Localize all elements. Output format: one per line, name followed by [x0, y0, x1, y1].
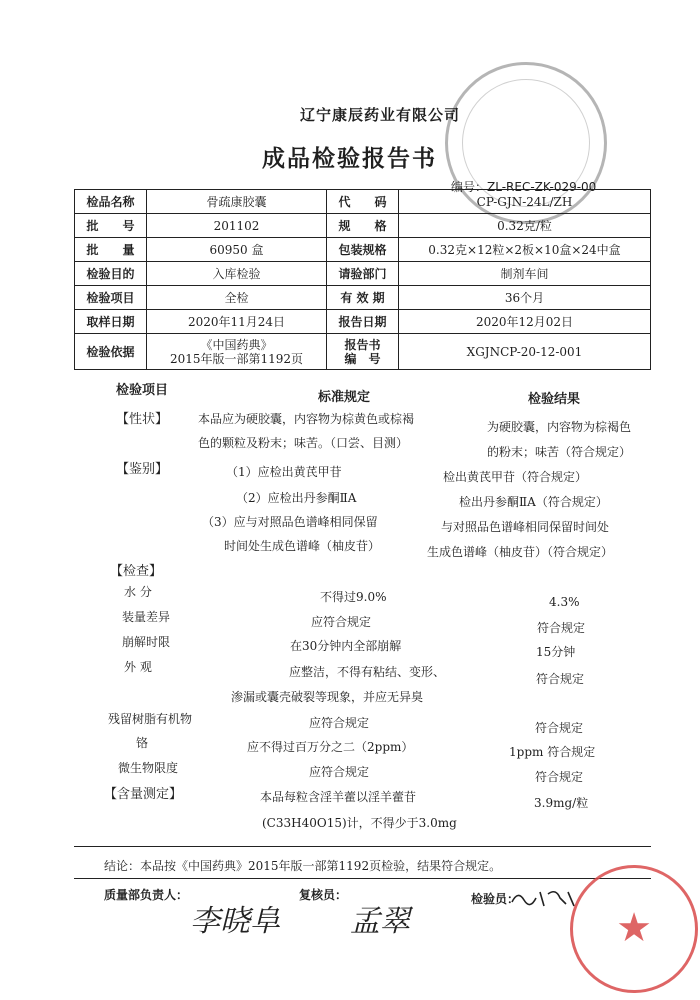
check-std-appearance-2: 渗漏或囊壳破裂等现象，并应无异臭: [231, 690, 424, 704]
check-res-chromium: 1ppm 符合规定: [509, 745, 596, 759]
info-cell-v2: 0.32克/粒: [399, 214, 651, 238]
info-cell-k2: 有 效 期: [327, 286, 399, 310]
info-row-basis: [75, 334, 651, 370]
identify-res-2: 检出丹参酮ⅡA（符合规定）: [459, 495, 608, 509]
info-row: [75, 286, 651, 310]
traits-res-2: 的粉末；味苦（符合规定）: [487, 445, 632, 459]
check-std-resin: 应符合规定: [309, 716, 370, 730]
check-std-water: 不得过9.0%: [320, 590, 387, 604]
company-name: 辽宁康辰药业有限公司: [300, 106, 461, 124]
basis-value: [147, 334, 327, 370]
col-result-header: 检验结果: [528, 392, 581, 407]
info-row: [75, 262, 651, 286]
qa-manager-signature: 李晓阜: [190, 904, 280, 939]
info-cell-k1: 检验目的: [75, 262, 147, 286]
info-cell-v2: 36个月: [399, 286, 651, 310]
check-res-appearance: 符合规定: [536, 672, 585, 686]
info-row: [75, 238, 651, 262]
info-cell-v1: 入库检验: [147, 262, 327, 286]
info-cell-k2: 代 码: [327, 190, 399, 214]
basis-value-line2: 2015年版一部第1192页: [169, 351, 304, 366]
page-title: 成品检验报告书: [262, 146, 437, 172]
info-cell-k2: 规 格: [327, 214, 399, 238]
info-cell-v2: 2020年12月02日: [399, 310, 651, 334]
info-cell-k1: 检验项目: [75, 286, 147, 310]
info-cell-v2: CP-GJN-24L/ZH: [399, 190, 651, 214]
check-res-resin: 符合规定: [535, 721, 584, 735]
info-cell-v1: 60950 盒: [147, 238, 327, 262]
report-no-value: XGJNCP-20-12-001: [399, 334, 651, 370]
identify-std-1: （1）应检出黄芪甲苷: [226, 465, 342, 479]
info-cell-k1: 批 号: [75, 214, 147, 238]
info-row: [75, 214, 651, 238]
check-name-appearance: 外 观: [124, 660, 152, 674]
check-label: 【检查】: [110, 564, 163, 579]
check-std-fill: 应符合规定: [311, 615, 372, 629]
check-std-disintegration: 在30分钟内全部崩解: [290, 639, 402, 653]
traits-std-1: 本品应为硬胶囊，内容物为棕黄色或棕褐: [198, 412, 415, 426]
identify-res-4: 生成色谱峰（柚皮苷）（符合规定）: [427, 545, 614, 559]
col-item-header: 检验项目: [116, 383, 169, 398]
check-name-disintegration: 崩解时限: [122, 635, 171, 649]
info-cell-k2: 报告日期: [327, 310, 399, 334]
check-name-fill: 装量差异: [122, 610, 171, 624]
info-cell-k1: 检品名称: [75, 190, 147, 214]
info-cell-v1: 2020年11月24日: [147, 310, 327, 334]
traits-label: 【性状】: [116, 412, 169, 427]
info-cell-v2: 0.32克×12粒×2板×10盒×24中盒: [399, 238, 651, 262]
divider-bottom: [74, 878, 651, 879]
info-cell-v1: 201102: [147, 214, 327, 238]
check-name-chromium: 铬: [136, 736, 149, 750]
reviewer-label: 复核员：: [299, 888, 348, 902]
check-res-water: 4.3%: [549, 595, 580, 609]
check-std-microbe: 应符合规定: [309, 765, 370, 779]
conclusion: 结论：本品按《中国药典》2015年版一部第1192页检验，结果符合规定。: [104, 859, 502, 873]
identify-res-3: 与对照品色谱峰相同保留时间处: [441, 520, 610, 534]
info-cell-v1: 骨疏康胶囊: [147, 190, 327, 214]
check-res-microbe: 符合规定: [535, 770, 584, 784]
col-standard-header: 标准规定: [318, 390, 371, 405]
assay-label: 【含量测定】: [104, 787, 183, 802]
info-cell-v1: 全检: [147, 286, 327, 310]
identify-label: 【鉴别】: [116, 462, 169, 477]
identify-res-1: 检出黄芪甲苷（符合规定）: [443, 470, 588, 484]
check-res-disintegration: 15分钟: [536, 645, 576, 659]
identify-std-3: （3）应与对照品色谱峰相同保留: [202, 515, 378, 529]
check-name-microbe: 微生物限度: [118, 761, 179, 775]
qa-manager-label: 质量部负责人：: [104, 888, 189, 902]
inspector-signature: [508, 884, 578, 912]
traits-res-1: 为硬胶囊，内容物为棕褐色: [487, 420, 632, 434]
traits-std-2: 色的颗粒及粉末；味苦。（口尝、目测）: [198, 436, 409, 450]
check-res-fill: 符合规定: [537, 621, 586, 635]
basis-value-line1: 《中国药典》: [200, 337, 273, 352]
check-std-chromium: 应不得过百万分之二（2ppm）: [247, 740, 414, 754]
identify-std-4: 时间处生成色谱峰（柚皮苷）: [224, 539, 381, 553]
info-cell-v2: 制剂车间: [399, 262, 651, 286]
check-name-resin: 残留树脂有机物: [108, 712, 193, 726]
report-no-key-line1: 报告书: [344, 337, 381, 352]
info-cell-k1: 批 量: [75, 238, 147, 262]
reviewer-signature: 孟翠: [350, 904, 410, 939]
info-row: [75, 190, 651, 214]
assay-std-1: 本品每粒含淫羊藿以淫羊藿苷: [260, 790, 417, 804]
info-row: [75, 310, 651, 334]
assay-res: 3.9mg/粒: [534, 796, 589, 810]
report-no-key-line2: 编 号: [344, 351, 381, 366]
check-name-water: 水 分: [124, 585, 152, 599]
info-cell-k2: 包装规格: [327, 238, 399, 262]
basis-key: 检验依据: [75, 334, 147, 370]
report-no-key: [327, 334, 399, 370]
info-cell-k2: 请验部门: [327, 262, 399, 286]
inspector-label: 检验员：: [471, 892, 520, 906]
divider-top: [74, 846, 651, 847]
serial-number: 编号：ZL-REC-ZK-029-00: [451, 180, 597, 194]
identify-std-2: （2）应检出丹参酮ⅡA: [236, 491, 357, 505]
star-icon: ★: [616, 905, 652, 951]
quality-dept-seal: [570, 865, 698, 993]
assay-std-2: (C33H40O15)计，不得少于3.0mg: [262, 816, 457, 830]
info-table: [74, 189, 651, 370]
check-std-appearance-1: 应整洁，不得有粘结、变形、: [289, 665, 446, 679]
info-cell-k1: 取样日期: [75, 310, 147, 334]
